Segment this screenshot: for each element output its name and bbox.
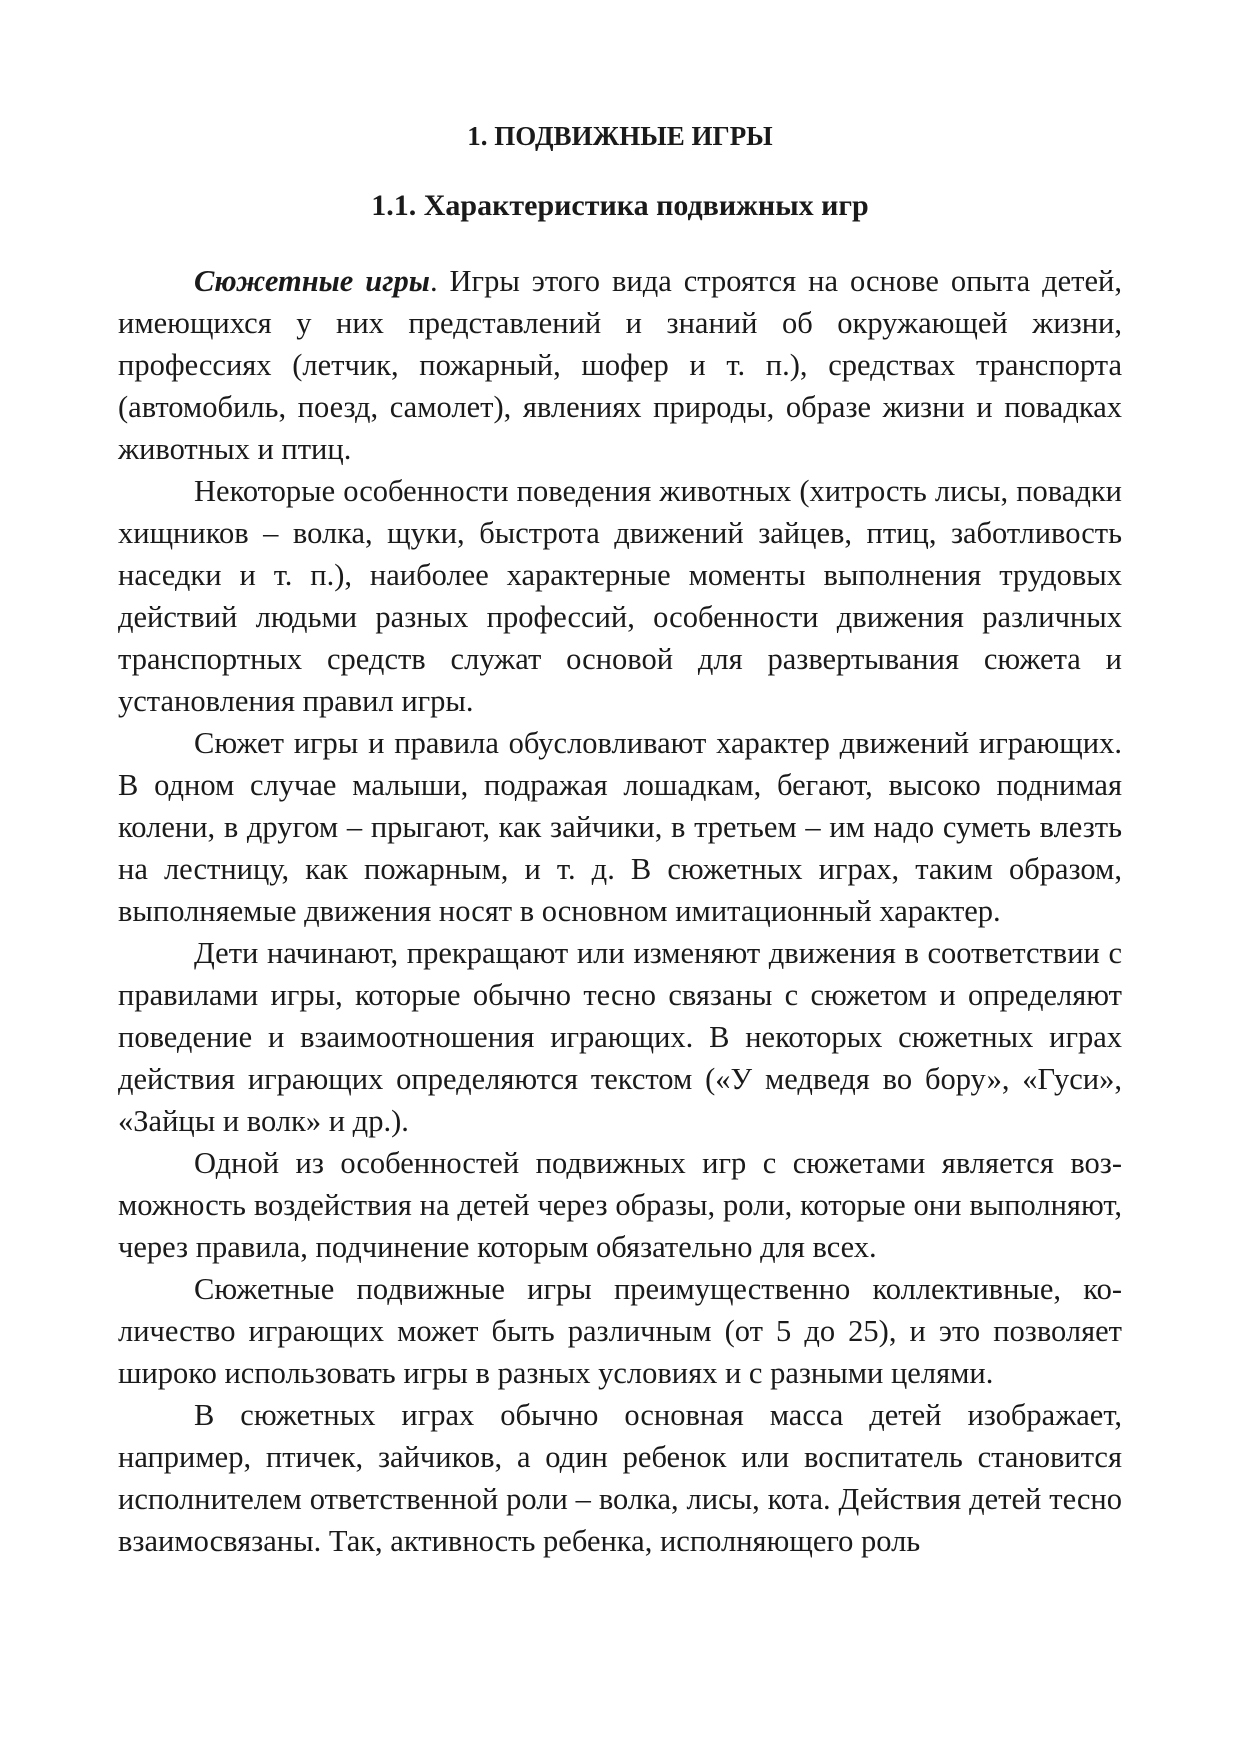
body-text: [118, 260, 1122, 1562]
paragraph-4: Дети начинают, прекращают или изменяют движения в соответствии с правилами игры, которые обычно тесно связаны с сюжетом и определяют поведение и взаимоотношения играющих. В некоторых сюжетных играх действия играющих определяются текстом («У медведя во бору», «Гуси», «Зайцы и волк» и др.).: [118, 936, 1122, 1138]
paragraph-2: Некоторые особенности поведения животных (хитрость лисы, повадки хищников – волка, щуки, быстрота движений зайцев, птиц, заботливость наседки и т. п.), наиболее характерные моменты выполнения трудовых действий людьми разных профессий, особенности движения различных транспортных средств служат основой для развертывания сюжета и установления правил игры.: [118, 474, 1122, 718]
paragraph-6: Сюжетные подвижные игры преимущественно коллективные, количество играющих может быть различным (от 5 до 25), и это позволяет широко использовать игры в разных условиях и с разными целями.: [118, 1272, 1122, 1390]
paragraph-3: Сюжет игры и правила обусловливают характер движений играющих. В одном случае малыши, подражая лошадкам, бегают, высоко поднимая колени, в другом – прыгают, как зайчики, в третьем – им надо суметь влезть на лестницу, как пожарным, и т. д. В сюжетных играх, таким образом, выполняемые движения носят в основном имитационный характер.: [118, 726, 1122, 928]
paragraph-1: [118, 260, 1122, 470]
chapter-title: 1. ПОДВИЖНЫЕ ИГРЫ: [467, 121, 773, 151]
paragraph-text: . Игры этого вида строятся на основе опыта детей, имеющихся у них представлений и знаний об окружающей жизни, профессиях (летчик, пожарный, шофер и т. п.), средствах транспорта (автомобиль, поезд, самолет), явлениях природы, образе жизни и повадках животных и птиц.: [118, 264, 1122, 466]
section-title: 1.1. Характеристика подвижных игр: [371, 189, 869, 222]
paragraph-5: Одной из особенностей подвижных игр с сюжетами является возможность воздействия на детей через образы, роли, которые они выполняют, через правила, подчинение которым обязательно для всех.: [118, 1146, 1122, 1264]
paragraph-lead-term: Сюжетные игры: [194, 264, 430, 298]
paragraph-7: В сюжетных играх обычно основная масса детей изображает, например, птичек, зайчиков, а один ребенок или воспитатель становится исполнителем ответственной роли – волка, лисы, кота. Действия детей тесно взаимосвязаны. Так, активность ребенка, исполняющего роль: [118, 1398, 1122, 1558]
